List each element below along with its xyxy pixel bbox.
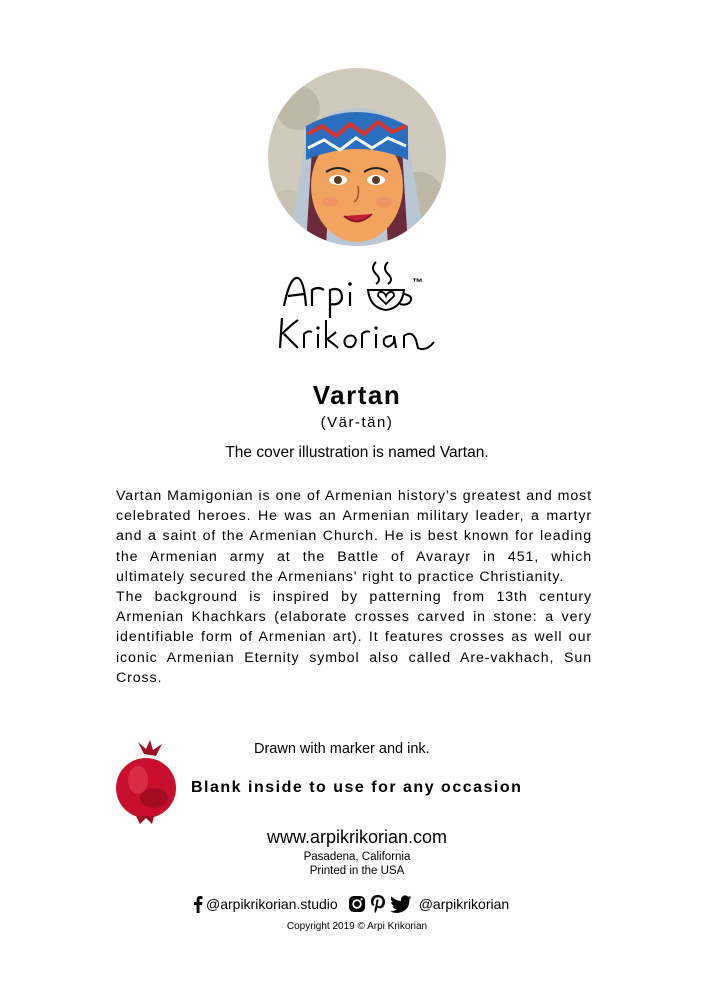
description [116,486,592,688]
social-links [193,893,509,915]
logo-artwork [272,256,442,356]
facebook-handle[interactable]: @arpikrikorian.studio [206,896,338,912]
trademark-symbol: ™ [412,277,423,289]
card-title: Vartan [312,380,402,410]
cover-note: The cover illustration is named Vartan. [225,444,489,461]
blank-inside-note: Blank inside to use for any occasion [191,779,523,796]
coffee-cup-heart-icon [368,262,411,310]
medium-note: Drawn with marker and ink. [254,741,430,757]
city-text: Pasadena, California [303,851,411,863]
printed-in-text: Printed in the USA [309,865,405,877]
pomegranate-icon [110,740,180,826]
portrait-illustration [268,68,446,246]
twitter-icon[interactable] [390,895,412,913]
pronunciation: (Vär-tän) [320,414,394,431]
pinterest-icon[interactable] [370,894,386,914]
instagram-icon[interactable] [348,895,366,913]
copyright-text: Copyright 2019 © Arpi Krikorian [286,921,428,932]
facebook-icon[interactable] [193,895,203,913]
website-link[interactable]: www.arpikrikorian.com [266,827,448,847]
instagram-handle[interactable]: @arpikrikorian [418,896,510,912]
description-paragraph: Vartan Mamigonian is one of Armenian history’s greatest and most celebrated heroes. He was an Armenian military leader, a martyr and a saint of the Armenian Church. He is best known for leading the Armenian army at the Battle of Avarayr in 451, which ultimately secured the Armenians' right to practice Christianity. [116,488,592,585]
description-paragraph: The background is inspired by patterning from 13th century Armenian Khachkars (elaborate crosses carved in stone: a very identifiable form of Armenian art). It features crosses as well our iconic Armenian Eternity symbol also called Are-vakhach, Sun Cross. [116,589,592,686]
arpi-krikorian-logo [272,256,442,356]
